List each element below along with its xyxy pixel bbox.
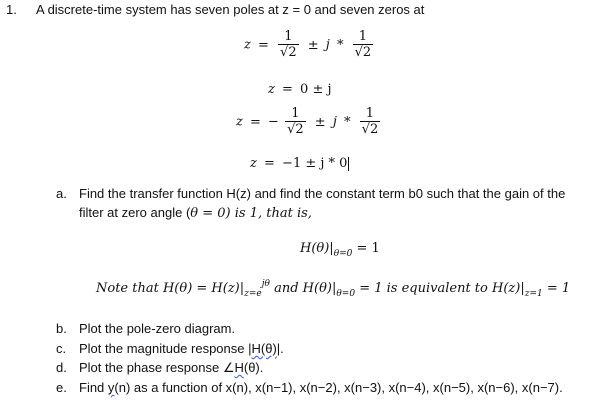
eq4-equals: = [264,156,275,171]
gain-rhs: = 1 [352,241,380,256]
eq2-z: z [268,82,275,97]
note-sup1: jθ [261,279,270,289]
problem-number: 1. [6,2,17,17]
part-c-letter: c. [56,341,67,356]
eq3-frac-b-den: √2 [361,122,379,137]
note-sub3: z=1 [524,289,543,299]
eq1-frac-b-num: 1 [358,29,368,44]
part-a-letter: a. [56,186,67,201]
equation-zero-2 [268,82,332,97]
eq3-frac-b-num: 1 [365,106,375,121]
part-d-post: (θ). [243,360,264,375]
note-p2: and H(θ)| [269,281,337,296]
eq3-minus: − [268,114,279,130]
part-d-underlined: H [234,360,244,375]
part-d-letter: d. [56,360,67,375]
problem-statement: A discrete-time system has seven poles at z = 0 and seven zeros at [36,2,425,17]
eq1-z: z [244,37,251,53]
part-d-text [79,360,263,376]
part-e-pre: Find [79,380,108,395]
note-p1: Note that H(θ) = H(z)| [96,281,245,296]
part-b-text: Plot the pole-zero diagram. [79,321,236,336]
eq3-j: j [332,114,337,130]
note-p4: = 1 [542,281,571,296]
part-a-line2-math: θ = 0) is 1, that is, [190,206,312,221]
eq1-frac-a-num: 1 [284,29,293,44]
eq1-pm: ± [307,37,319,53]
text-cursor [348,157,349,171]
note-p3: = 1 is equivalent to H(z)| [355,281,525,296]
part-a-line2 [79,205,312,221]
eq1-star: * [336,37,344,53]
eq3-star: * [344,114,351,130]
part-b-letter: b. [56,321,67,336]
part-c-pre: Plot the magnitude response | [79,341,252,356]
eq1-equals: = [258,37,269,53]
gain-equation [300,241,380,259]
eq3-frac-a [285,107,306,137]
part-e-post: (n) as a function of x(n), x(n−1), x(n−2), x(n−3), x(n−4), x(n−5), x(n−6), x(n−7). [114,380,563,395]
part-e-text [79,380,563,395]
equation-zero-4 [250,156,349,171]
note-sub2: θ=0 [336,289,356,299]
equation-zero-3 [236,107,382,137]
eq3-frac-b [360,107,381,137]
eq3-z: z [236,114,243,130]
eq3-frac-a-num: 1 [291,106,300,121]
eq1-frac-b-den: √2 [354,45,372,60]
eq1-frac-b [353,30,374,60]
eq4-rhs: −1 ± j * 0 [282,156,348,171]
eq1-frac-a-den: √2 [280,45,297,60]
part-e-underlined: y [107,380,115,395]
gain-sub: θ=0 [333,249,353,259]
eq3-pm: ± [314,114,326,130]
note-line [96,279,571,299]
gain-lhs: H(θ)| [300,241,334,256]
part-c-post: |. [276,341,284,356]
part-e-letter: e. [56,380,67,395]
part-a-line2-text: filter at zero angle ( [79,205,191,220]
note-sub1: z=e [244,289,262,299]
equation-zero-1 [244,30,375,60]
eq1-j: j [325,37,330,53]
part-c-underlined: H(θ) [251,341,277,356]
eq1-frac-a [278,30,299,60]
eq2-equals: = [282,82,293,97]
part-a-line1: Find the transfer function H(z) and find the constant term b0 such that the gain of the [79,186,566,201]
part-d-pre: Plot the phase response ∠ [79,360,235,375]
eq3-equals: = [250,114,261,130]
eq3-frac-a-den: √2 [287,122,304,137]
eq2-rhs: 0 ± j [300,82,332,97]
part-c-text [79,341,284,356]
eq4-z: z [250,156,257,171]
